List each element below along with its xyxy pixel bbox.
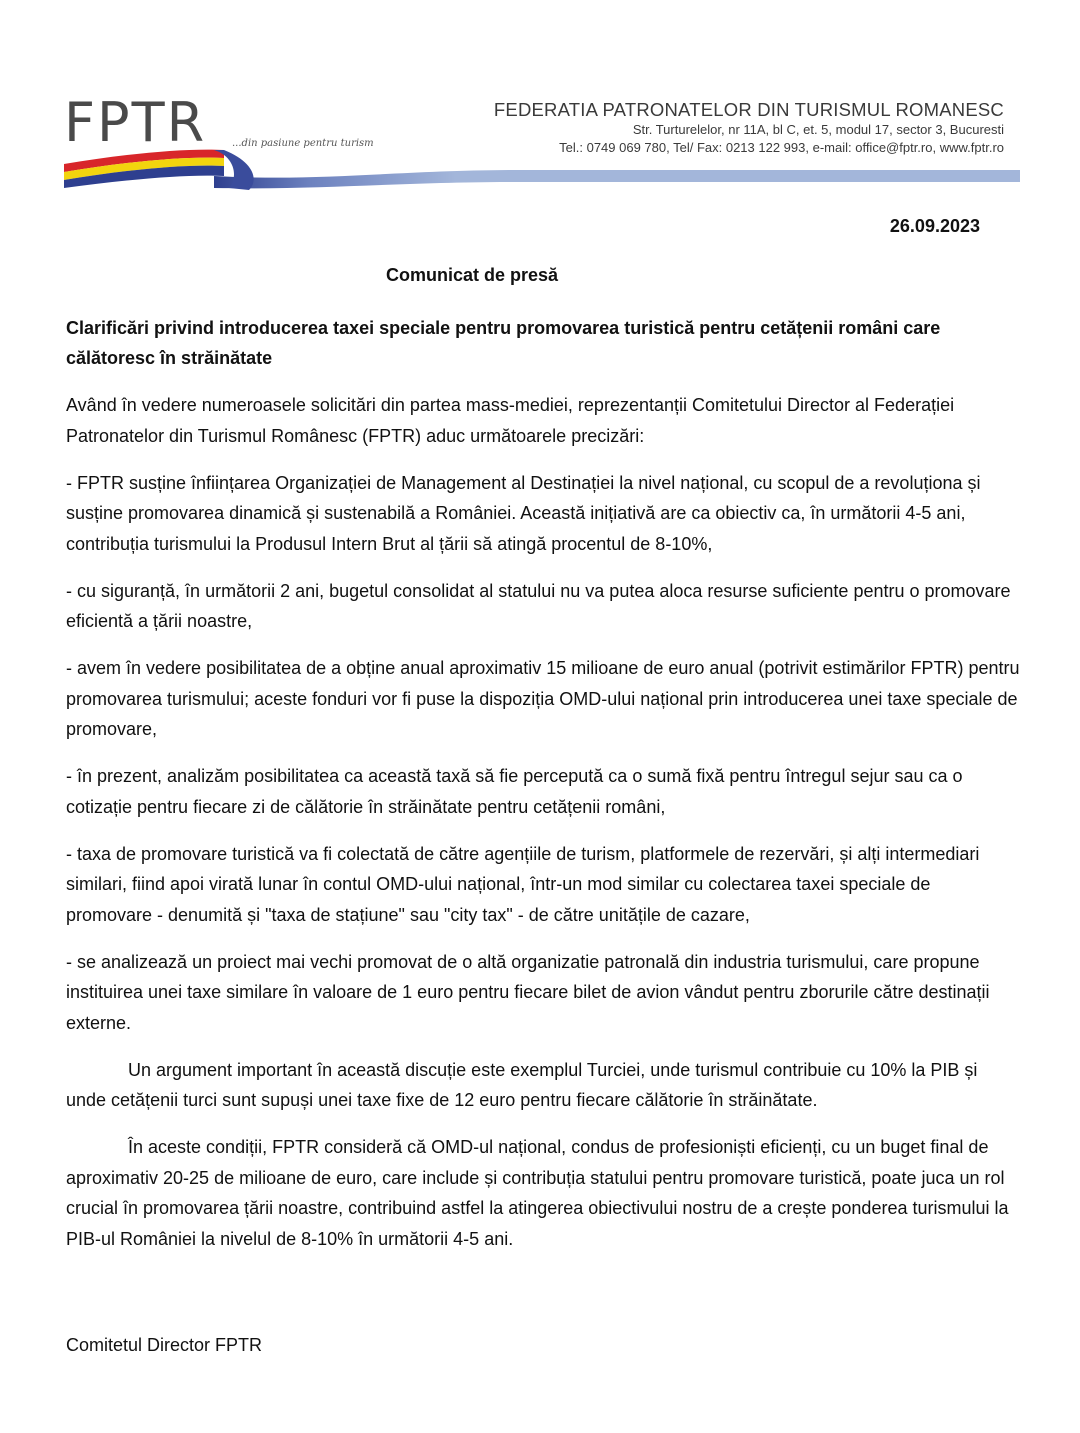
- organization-info: [494, 99, 1004, 157]
- document-title: Clarificări privind introducerea taxei speciale pentru promovarea turistică pentru cetățenii români care călătoresc în străinătate: [66, 318, 941, 368]
- fptr-logo: FPTR: [64, 91, 207, 154]
- blue-band: [214, 170, 1020, 188]
- argument-paragraph: Un argument important în această discuție este exemplul Turciei, unde turismul contribuie cu 10% la PIB și unde cetățenii turci sunt supuși unei taxe fixe de 12 euro pentru fiecare călătorie în străinătate.: [66, 1059, 978, 1110]
- organization-name: FEDERATIA PATRONATELOR DIN TURISMUL ROMANESC: [493, 99, 1004, 120]
- logo-tagline: ...din pasiune pentru turism: [232, 138, 374, 149]
- document-body: [66, 390, 1021, 1271]
- bullet-paragraph: - FPTR susține înființarea Organizației de Management al Destinației la nivel național, cu scopul de a revoluționa și susține promovarea dinamică și sustenabilă a României. Această inițiativă are ca obiectiv ca, în următorii 4-5 ani, contribuția turismului la Produsul Intern Brut al țării să atingă procentul de 8-10%,: [66, 472, 981, 554]
- signature: Comitetul Director FPTR: [66, 1335, 263, 1355]
- conclusion-paragraph: În aceste condiții, FPTR consideră că OMD-ul național, condus de profesioniști eficienți, cu un buget final de aproximativ 20-25 de milioane de euro, care include și contribuția statului pentru promovare turistică, poate juca un rol crucial în promovarea țării noastre, contribuind astfel la atingerea obiectivului nostru de a crește ponderea turismului la PIB-ul României la nivelul de 8-10% în următorii 4-5 ani.: [66, 1137, 1009, 1249]
- bullet-paragraph: - se analizează un proiect mai vechi promovat de o altă organizatie patronală din industria turismului, care propune instituirea unei taxe similare în valoare de 1 euro pentru fiecare bilet de avion vândut pentru zborurile către destinații externe.: [66, 951, 990, 1033]
- bullet-paragraph: - cu siguranță, în următorii 2 ani, bugetul consolidat al statului nu va putea aloca resurse suficiente pentru o promovare eficientă a țării noastre,: [66, 580, 1011, 631]
- bullet-paragraph: - avem în vedere posibilitatea de a obține anual aproximativ 15 milioane de euro anual (potrivit estimărilor FPTR) pentru promovarea turismului; aceste fonduri vor fi puse la dispoziția OMD-ului național prin introducerea unei taxe speciale de promovare,: [66, 658, 1020, 739]
- organization-address: Str. Turturelelor, nr 11A, bl C, et. 5, modul 17, sector 3, Bucuresti: [632, 122, 1004, 137]
- document-date: 26.09.2023: [889, 216, 980, 236]
- organization-contact: Tel.: 0749 069 780, Tel/ Fax: 0213 122 993, e-mail: office@fptr.ro, www.fptr.ro: [559, 140, 1004, 155]
- bullet-paragraph: - în prezent, analizăm posibilitatea ca această taxă să fie percepută ca o sumă fixă pentru întregul sejur sau ca o cotizație pentru fiecare zi de călătorie în străinătate pentru cetățenii români,: [66, 766, 963, 817]
- intro-paragraph: Având în vedere numeroasele solicitări din partea mass-mediei, reprezentanții Comitetului Director al Federației Patronatelor din Turismul Românesc (FPTR) aduc următoarele precizări:: [66, 395, 955, 446]
- document-type: Comunicat de presă: [386, 265, 559, 285]
- bullet-paragraph: - taxa de promovare turistică va fi colectată de către agențiile de turism, platformele de rezervări, și alți intermediari similari, fiind apoi virată lunar în contul OMD-ului național, într-un mod similar cu colectarea taxei speciale de promovare - denumită și "taxa de stațiune" sau "city tax" - de către unitățile de cazare,: [66, 843, 980, 925]
